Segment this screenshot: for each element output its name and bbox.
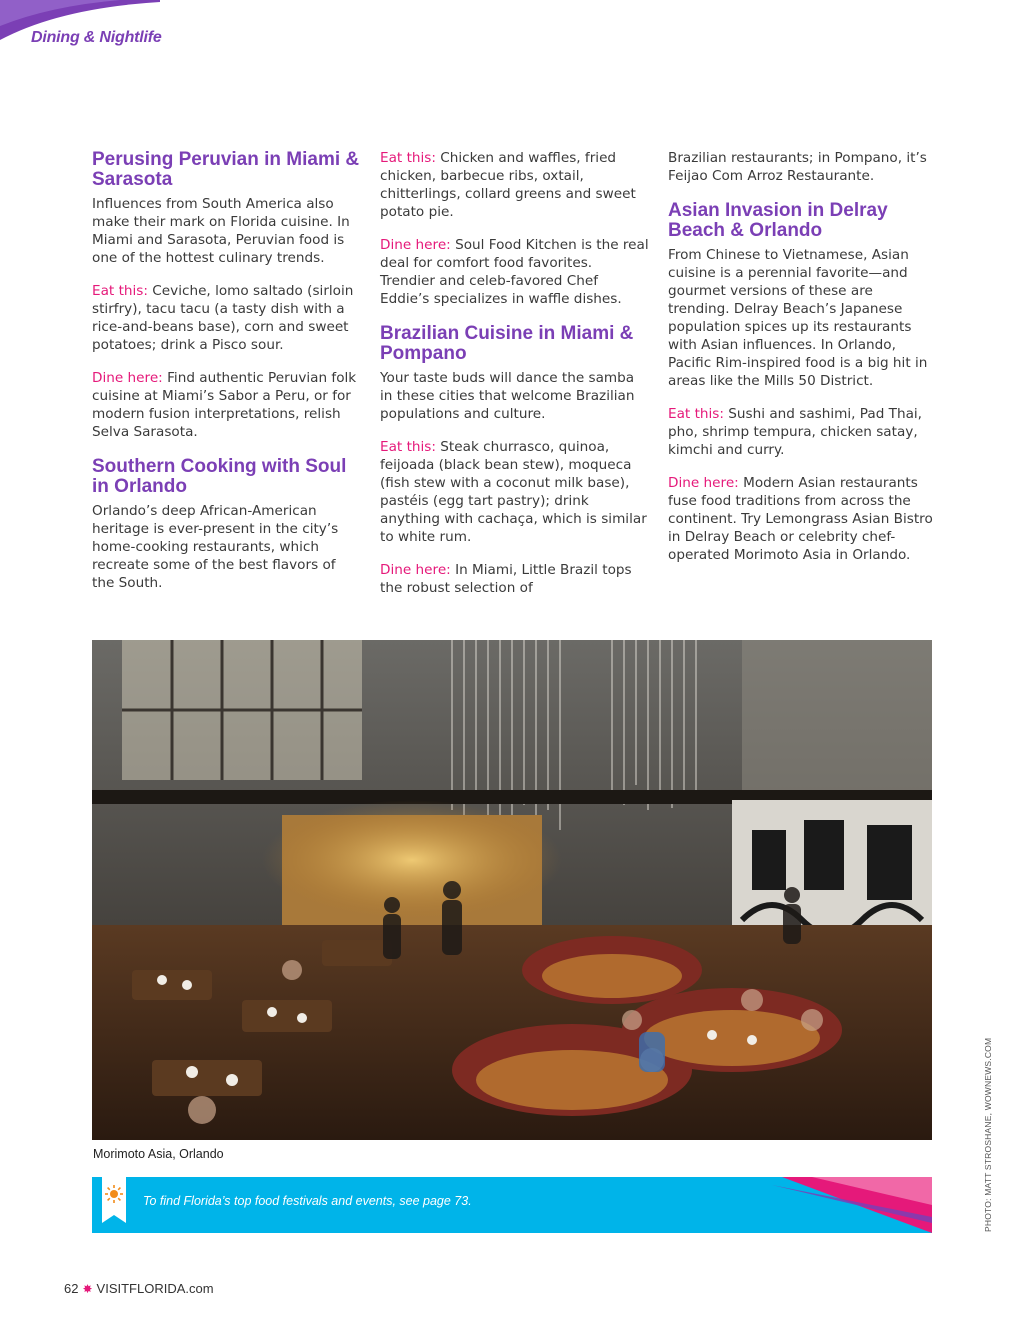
column-1	[92, 150, 362, 608]
section-tag: Dining & Nightlife	[31, 29, 162, 46]
eat-this-text: Steak churrasco, quinoa, feijoada (black bean stew), moqueca (fish stew with a coconut milk base), pastéis (egg tart pastry); drink anything with cachaça, which is similar to white rum.	[380, 439, 647, 545]
banner-stripes-graphic	[772, 1177, 932, 1233]
restaurant-photo	[92, 640, 932, 1140]
eat-this-text: Sushi and sashimi, Pad Thai, pho, shrimp tempura, chicken satay, kimchi and curry.	[668, 406, 922, 458]
paragraph-soul-eat	[380, 150, 650, 222]
sun-icon	[105, 1185, 123, 1203]
paragraph-asian-intro: From Chinese to Vietnamese, Asian cuisine is a perennial favorite—and gourmet versions of these are trending. Delray Beach’s Japanese population spices up its restaurants with Asian influences. In Orlando, Pacific Rim-inspired food is a big hit in areas like the Mills 50 District.	[668, 247, 928, 389]
heading-brazilian: Brazilian Cuisine in Miami & Pompano	[380, 323, 634, 365]
dine-here-text: Find authentic Peruvian folk cuisine at Miami’s Sabor a Peru, or for modern fusion interpretations, relish Selva Sarasota.	[92, 370, 357, 440]
events-banner	[92, 1177, 932, 1233]
dine-here-label: Dine here:	[380, 237, 451, 254]
banner-tab-graphic	[102, 1177, 126, 1223]
sun-bullet-icon: ✸	[82, 1281, 93, 1296]
paragraph-asian-dine	[668, 475, 938, 565]
eat-this-label: Eat this:	[668, 406, 724, 423]
heading-asian: Asian Invasion in Delray Beach & Orlando	[668, 200, 888, 242]
dine-here-text: Modern Asian restaurants fuse food traditions from across the continent. Try Lemongrass Asian Bistro in Delray Beach or celebrity chef-operated Morimoto Asia in Orlando.	[668, 475, 933, 563]
paragraph-peruvian-eat	[92, 283, 362, 355]
dine-here-text: Soul Food Kitchen is the real deal for comfort food favorites. Trendier and celeb-favored Chef Eddie’s specializes in waffle dishes.	[380, 237, 649, 307]
dine-here-label: Dine here:	[92, 370, 163, 387]
page-footer	[64, 1281, 214, 1296]
eat-this-label: Eat this:	[380, 150, 436, 166]
paragraph-brazilian-eat	[380, 439, 650, 546]
paragraph-soul-dine	[380, 237, 650, 309]
paragraph-brazilian-intro: Your taste buds will dance the samba in these cities that welcome Brazilian populations and culture.	[380, 370, 635, 423]
eat-this-label: Eat this:	[92, 283, 148, 300]
column-3	[668, 150, 938, 580]
paragraph-southern-intro: Orlando’s deep African-American heritage is ever-present in the city’s home-cooking restaurants, which recreate some of the best flavors of the South.	[92, 503, 339, 591]
site-url: VISITFLORIDA.com	[96, 1281, 214, 1296]
photo-credit: PHOTO: MATT STROSHANE, WOWNEWS.COM	[983, 1037, 993, 1232]
restaurant-photo-illustration	[92, 640, 932, 1140]
heading-southern-cooking: Southern Cooking with Soul in Orlando	[92, 456, 347, 498]
paragraph-asian-eat	[668, 406, 938, 460]
column-2	[380, 150, 650, 614]
banner-text: To find Florida’s top food festivals and events, see page 73.	[143, 1194, 472, 1208]
eat-this-text: Chicken and waffles, fried chicken, barbecue ribs, oxtail, chitterlings, collard greens and sweet potato pie.	[380, 150, 636, 220]
photo-caption: Morimoto Asia, Orlando	[93, 1147, 224, 1161]
paragraph-brazilian-dine	[380, 562, 650, 598]
eat-this-text: Ceviche, lomo saltado (sirloin stirfry), tacu tacu (a tasty dish with a rice-and-beans base), corn and sweet potatoes; drink a Pisco sour.	[92, 283, 354, 353]
page-number: 62	[64, 1281, 79, 1296]
dine-here-label: Dine here:	[668, 475, 739, 492]
dine-here-label: Dine here:	[380, 562, 451, 579]
paragraph-brazilian-continued: Brazilian restaurants; in Pompano, it’s Feijao Com Arroz Restaurante.	[668, 150, 927, 184]
heading-peruvian: Perusing Peruvian in Miami & Sarasota	[92, 149, 360, 190]
paragraph-peruvian-intro: Influences from South America also make their mark on Florida cuisine. In Miami and Sarasota, Peruvian food is one of the hottest culinary trends.	[92, 196, 350, 266]
dine-here-text: In Miami, Little Brazil tops the robust selection of	[380, 562, 632, 597]
paragraph-peruvian-dine	[92, 370, 362, 442]
eat-this-label: Eat this:	[380, 439, 436, 456]
